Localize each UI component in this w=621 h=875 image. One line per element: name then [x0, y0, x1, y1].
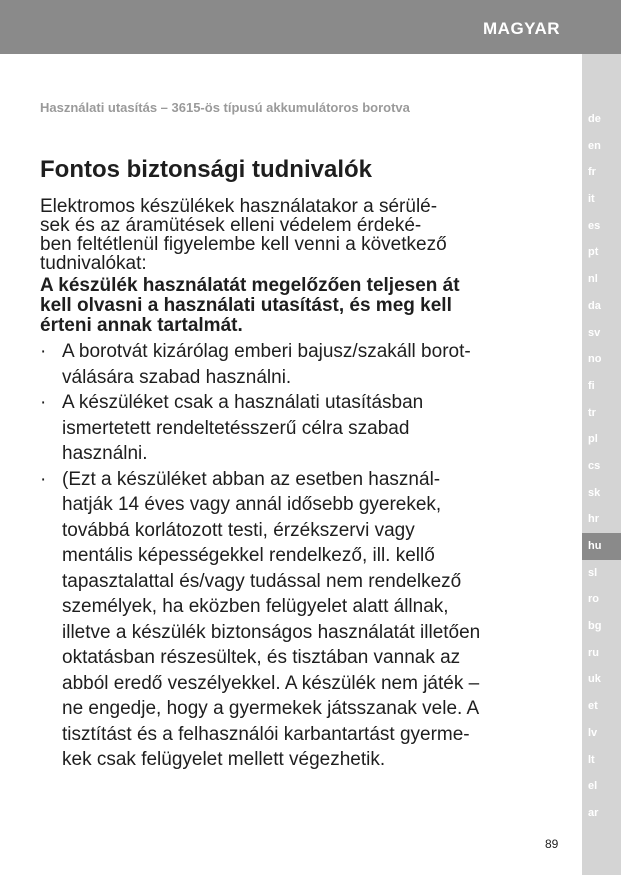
- intro-line: ben feltétlenül figyelembe kell venni a következő: [40, 234, 447, 255]
- language-tab-lt: lt: [588, 753, 595, 766]
- warning-line: érteni annak tartalmát.: [40, 315, 243, 336]
- safety-bullet-list: [40, 339, 568, 773]
- language-tab-pl: pl: [588, 433, 598, 446]
- language-tab-da: da: [588, 299, 601, 312]
- language-title: MAGYAR: [483, 19, 560, 38]
- bullet-line: továbbá korlátozott testi, érzékszervi vagy: [62, 519, 415, 541]
- bullet-line: hatják 14 éves vagy annál idősebb gyerekek,: [62, 494, 442, 515]
- language-tab-ar: ar: [588, 806, 599, 819]
- bullet-line: tisztítást és a felhasználói karbantartást gyerme-: [62, 723, 470, 745]
- document-subtitle: Használati utasítás – 3615-ös típusú akkumulátoros borotva: [40, 100, 410, 115]
- language-tab-pt: pt: [588, 246, 599, 259]
- language-tab-bg: bg: [588, 620, 602, 633]
- warning-paragraph: [40, 276, 568, 336]
- language-tab-hu: hu: [582, 533, 621, 560]
- bullet-line: személyek, ha eközben felügyelet alatt állnak,: [62, 596, 449, 617]
- language-tab-fi: fi: [588, 379, 595, 392]
- language-tab-en: en: [588, 139, 601, 152]
- bullet-line: mentális képességekkel rendelkező, ill. kellő: [62, 545, 435, 566]
- intro-paragraph: [40, 197, 568, 273]
- language-tab-no: no: [588, 353, 602, 366]
- language-tab-sl: sl: [588, 566, 598, 579]
- language-tab-sk: sk: [588, 486, 601, 499]
- bullet-item: [40, 467, 568, 773]
- bullet-line: illetve a készülék biztonságos használatát illetően: [62, 621, 481, 643]
- bullet-line: A borotvát kizárólag emberi bajusz/szakáll borot-: [62, 341, 471, 362]
- page-number: 89: [545, 837, 559, 851]
- bullet-item: [40, 390, 568, 467]
- bullet-marker: ·: [40, 392, 47, 413]
- language-tab-cs: cs: [588, 459, 601, 472]
- language-tab-de: de: [588, 113, 601, 125]
- language-tab-hr: hr: [588, 513, 599, 526]
- bullet-marker: ·: [40, 341, 47, 362]
- language-tab-it: it: [588, 193, 595, 206]
- bullet-item: [40, 339, 568, 390]
- language-tab-fr: fr: [588, 166, 596, 179]
- language-tab-ru: ru: [588, 646, 599, 659]
- language-tab-ro: ro: [588, 593, 599, 606]
- bullet-line: oktatásban részesültek, és tisztában vannak az: [62, 647, 461, 668]
- bullet-line: tapasztalattal és/vagy tudással nem rendelkező: [62, 570, 462, 592]
- language-tab-sv: sv: [588, 326, 601, 339]
- bullet-line: ne engedje, hogy a gyermekek játsszanak vele. A: [62, 698, 480, 719]
- bullet-line: kek csak felügyelet mellett végezhetik.: [62, 749, 386, 770]
- bullet-line: (Ezt a készüléket abban az esetben használ-: [62, 468, 441, 490]
- language-sidebar: [582, 54, 621, 875]
- language-tab-lv: lv: [588, 726, 598, 739]
- bullet-line: válására szabad használni.: [62, 366, 292, 388]
- section-heading: Fontos biztonsági tudnivalók: [40, 156, 372, 183]
- bullet-marker: ·: [40, 468, 47, 490]
- language-tab-tr: tr: [588, 406, 596, 419]
- bullet-line: A készüléket csak a használati utasításban: [62, 392, 424, 413]
- language-tab-nl: nl: [588, 273, 598, 286]
- bullet-line: ismertetett rendeltetésszerű célra szabad: [62, 417, 410, 439]
- language-tab-et: et: [588, 700, 598, 713]
- bullet-line: használni.: [62, 443, 148, 464]
- intro-line: sek és az áramütések elleni védelem érdeké-: [40, 215, 422, 236]
- language-tab-el: el: [588, 780, 598, 793]
- header-bar: [0, 0, 621, 54]
- intro-line: tudnivalókat:: [40, 253, 147, 274]
- language-tab-uk: uk: [588, 673, 601, 686]
- language-tab-es: es: [588, 219, 601, 232]
- main-content: [40, 155, 568, 773]
- bullet-line: abból eredő veszélyekkel. A készülék nem játék –: [62, 672, 480, 694]
- language-list: [582, 106, 621, 827]
- intro-line: Elektromos készülékek használatakor a sérülé-: [40, 196, 438, 217]
- warning-line: A készülék használatát megelőzően teljesen át: [40, 275, 460, 296]
- warning-line: kell olvasni a használati utasítást, és meg kell: [40, 295, 452, 316]
